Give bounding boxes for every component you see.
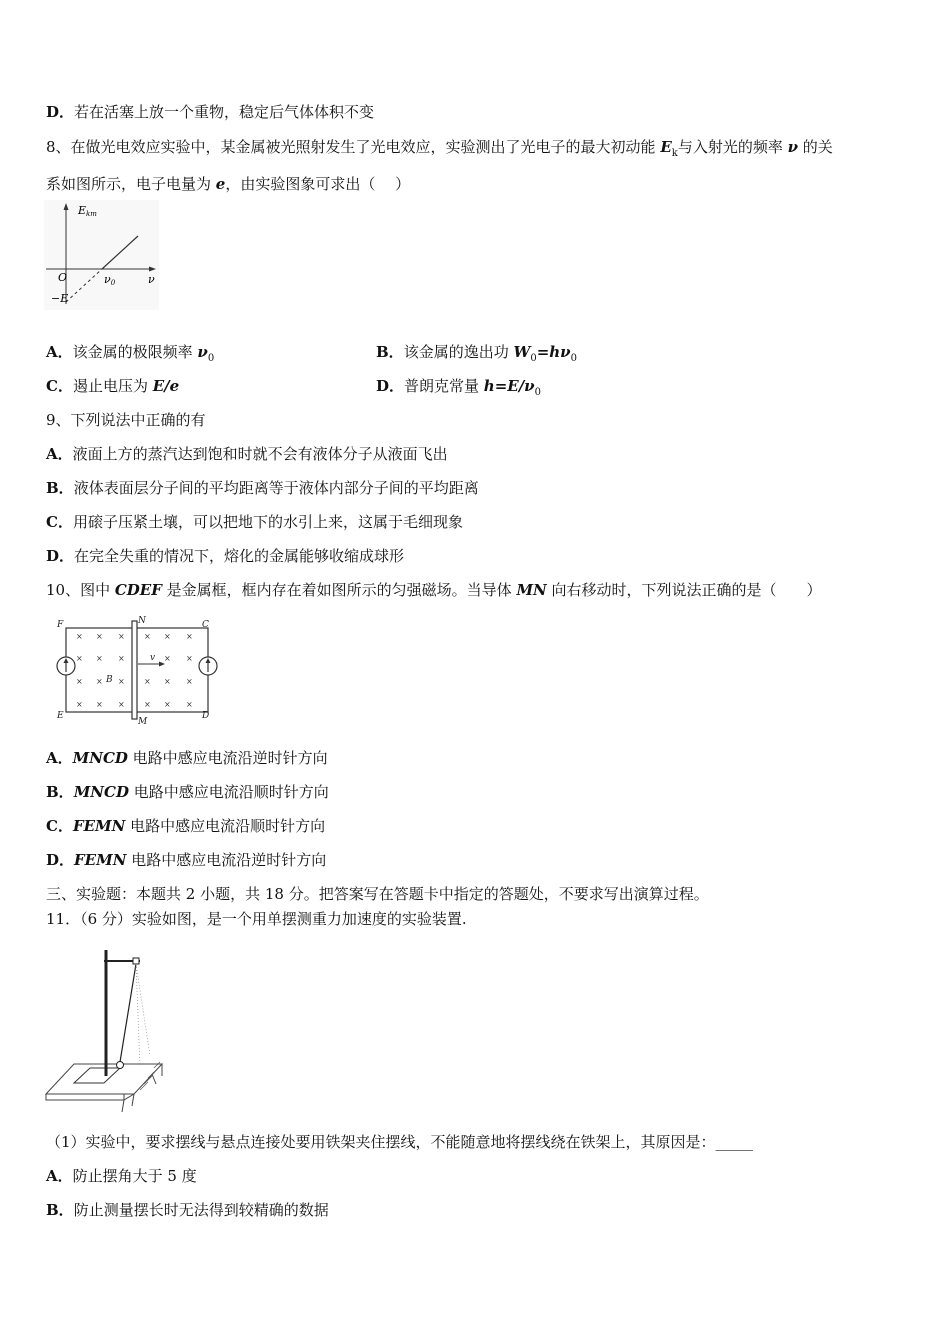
cross: ×	[144, 677, 151, 686]
q10-option-d	[46, 850, 326, 870]
cross: ×	[96, 677, 103, 686]
label-d: D	[202, 711, 210, 721]
q9-stem: 9、下列说法中正确的有	[46, 411, 206, 429]
q8-option-a	[46, 342, 214, 369]
q11-subquestion-1: （1）实验中，要求摆线与悬点连接处要用铁架夹住摆线，不能随意地将摆线绕在铁架上，其原因是：_____	[46, 1133, 754, 1151]
option-text: 防止测量摆长时无法得到较精确的数据	[73, 1201, 329, 1219]
option-var: ν	[197, 343, 208, 361]
cross: ×	[186, 632, 193, 641]
option-var: FEMN	[74, 851, 127, 869]
option-var2: =hν	[536, 343, 571, 361]
q8-stem-text-b: 与入射光的频率	[677, 138, 788, 156]
option-label: B．	[46, 1201, 74, 1219]
option-text: 电路中感应电流沿逆时针方向	[126, 851, 327, 869]
label-m: M	[138, 717, 148, 726]
option-sub: 0	[530, 353, 537, 364]
q8-stem-line1	[46, 137, 833, 164]
var-cdef: CDEF	[114, 581, 162, 599]
option-label: D．	[46, 547, 75, 565]
cross: ×	[118, 700, 125, 709]
cross: ×	[164, 654, 171, 663]
q9-option-a	[46, 444, 448, 464]
option-text: 普朗克常量	[404, 377, 484, 395]
section-3-heading: 三、实验题：本题共 2 小题，共 18 分。把答案写在答题卡中指定的答题处，不要求写出演算过程。	[46, 885, 709, 903]
cross: ×	[96, 654, 103, 663]
var-nu: ν	[787, 138, 799, 156]
q8-stem-text-c: 的关	[798, 138, 833, 156]
option-text: 该金属的极限频率	[72, 343, 198, 361]
option-text: 防止摆角大于 5 度	[72, 1167, 197, 1185]
cross: ×	[76, 700, 83, 709]
q10-stem-text-b: 是金属框，框内存在着如图所示的匀强磁场。当导体	[161, 581, 517, 599]
option-text: 若在活塞上放一个重物，稳定后气体体积不变	[74, 103, 375, 121]
label-e: E	[57, 711, 64, 721]
cross: ×	[76, 632, 83, 641]
q8-stem-text-a: 8、在做光电效应实验中，某金属被光照射发生了光电效应，实验测出了光电子的最大初动能	[46, 138, 661, 156]
pendulum-path-dotted	[136, 964, 150, 1056]
q11-option-b	[46, 1200, 329, 1220]
option-text: 用磙子压紧土壤，可以把地下的水引上来，这属于毛细现象	[72, 513, 463, 531]
option-label: B．	[46, 479, 74, 497]
cross: ×	[96, 700, 103, 709]
option-label: A．	[46, 1167, 73, 1185]
var-ek-sub: k	[671, 148, 678, 159]
option-sub: 0	[534, 387, 541, 398]
q10-option-a	[46, 748, 328, 768]
option-label: C．	[46, 513, 73, 531]
cross: ×	[144, 632, 151, 641]
q9-option-c	[46, 512, 463, 532]
option-var: MNCD	[72, 749, 128, 767]
q8-stem2-text-a: 系如图所示，电子电量为	[46, 175, 216, 193]
pendulum-string	[120, 964, 136, 1062]
option-text: 电路中感应电流沿逆时针方向	[127, 749, 328, 767]
q8-option-d	[376, 376, 541, 403]
option-var: h=E/ν	[483, 377, 535, 395]
option-text: 电路中感应电流沿顺时针方向	[128, 783, 329, 801]
y-axis-label: Ekm	[78, 204, 97, 218]
q11-option-a	[46, 1166, 197, 1186]
var-e: e	[215, 175, 226, 193]
x-axis-label: ν	[148, 273, 155, 286]
option-text: 电路中感应电流沿顺时针方向	[125, 817, 326, 835]
option-label: D．	[376, 377, 405, 395]
label-f: F	[57, 620, 64, 630]
option-text: 该金属的逸出功	[403, 343, 514, 361]
option-label: C．	[46, 377, 73, 395]
q8-stem2-text-b: ，由实验图象可求出（ ）	[225, 175, 411, 193]
cross: ×	[76, 654, 83, 663]
option-label: B．	[46, 783, 74, 801]
q9-option-b	[46, 478, 479, 498]
cross: ×	[186, 677, 193, 686]
var-mn: MN	[516, 581, 547, 599]
option-label: A．	[46, 749, 73, 767]
q7-option-d	[46, 102, 374, 122]
clamp	[133, 958, 139, 964]
q10-stem	[46, 580, 822, 600]
option-text: 液体表面层分子间的平均距离等于液体内部分子间的平均距离	[73, 479, 479, 497]
q10-stem-text-c: 向右移动时，下列说法正确的是（ ）	[546, 581, 822, 599]
cross: ×	[96, 632, 103, 641]
pendulum-bob	[117, 1062, 124, 1069]
option-label: A．	[46, 343, 73, 361]
cross: ×	[164, 677, 171, 686]
option-text: 液面上方的蒸汽达到饱和时就不会有液体分子从液面飞出	[72, 445, 448, 463]
cross: ×	[144, 700, 151, 709]
q10-circuit-figure	[44, 614, 224, 726]
q10-option-b	[46, 782, 329, 802]
q10-stem-text-a: 10、图中	[46, 581, 115, 599]
q8-stem-line2	[46, 174, 410, 194]
cross: ×	[186, 654, 193, 663]
label-b: B	[106, 675, 113, 685]
option-label: B．	[376, 343, 404, 361]
q9-option-d	[46, 546, 404, 566]
label-n: N	[138, 616, 146, 626]
table-edge	[46, 1094, 124, 1100]
conductor-mn	[132, 621, 137, 719]
var-ek: E	[660, 138, 672, 156]
neg-intercept-label: −E	[51, 292, 69, 305]
origin-label: O	[58, 271, 68, 284]
option-label: C．	[46, 817, 73, 835]
cross: ×	[164, 632, 171, 641]
q11-pendulum-figure	[44, 944, 164, 1114]
option-var: E/e	[152, 377, 180, 395]
cross: ×	[118, 632, 125, 641]
option-var: W	[513, 343, 531, 361]
option-sub2: 0	[570, 353, 577, 364]
option-text: 遏止电压为	[72, 377, 153, 395]
label-c: C	[202, 620, 209, 630]
intercept-label: ν0	[104, 273, 116, 287]
cross: ×	[76, 677, 83, 686]
option-sub: 0	[207, 353, 215, 364]
cross: ×	[186, 700, 193, 709]
cross: ×	[164, 700, 171, 709]
option-label: D．	[46, 851, 75, 869]
q10-option-c	[46, 816, 325, 836]
cross: ×	[118, 654, 125, 663]
cross: ×	[118, 677, 125, 686]
label-v: v	[150, 653, 156, 663]
option-label: A．	[46, 445, 73, 463]
option-text: 在完全失重的情况下，熔化的金属能够收缩成球形	[74, 547, 405, 565]
q8-option-b	[376, 342, 577, 369]
option-label: D．	[46, 103, 75, 121]
option-var: MNCD	[73, 783, 129, 801]
option-var: FEMN	[72, 817, 126, 835]
q8-ek-nu-graph	[44, 200, 159, 310]
q8-option-c	[46, 376, 179, 396]
q11-stem: 11．（6 分）实验如图，是一个用单摆测重力加速度的实验装置.	[46, 910, 467, 928]
